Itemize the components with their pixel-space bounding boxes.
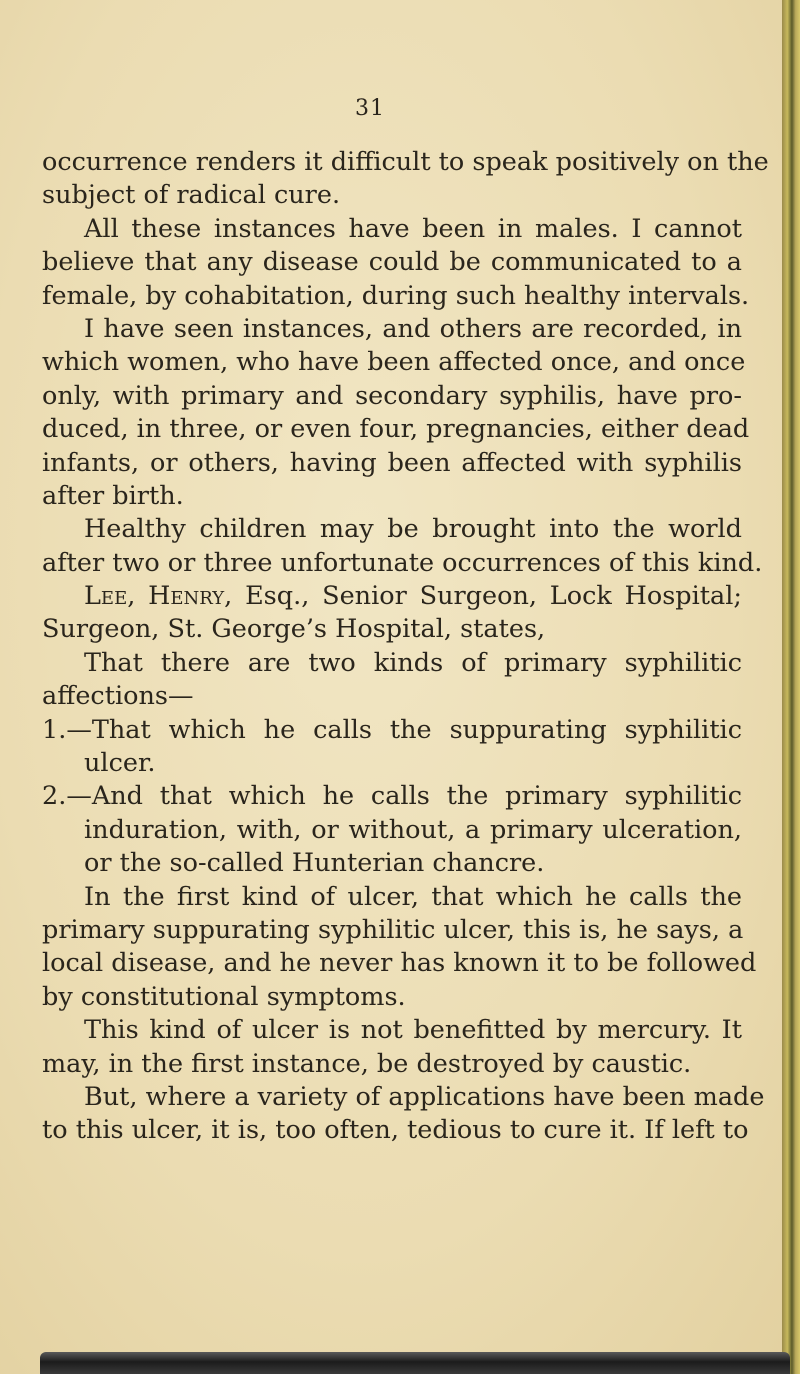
- text-line: [42, 313, 742, 346]
- text-line-content: That there are two kinds of primary syphilitic: [84, 647, 742, 678]
- text-line: [42, 947, 757, 980]
- text-line-content: duced, in three, or even four, pregnancies, either dead: [42, 414, 750, 445]
- text-line-content: to this ulcer, it is, too often, tedious to cure it. If left to: [42, 1115, 749, 1146]
- text-line: [42, 714, 742, 747]
- text-line-content: female, by cohabitation, during such healthy intervals.: [42, 280, 750, 311]
- text-line-content: But, where a variety of applications have been made: [84, 1081, 765, 1112]
- text-line-content: induration, with, or without, a primary ulceration,: [84, 814, 742, 845]
- text-line-content: occurrence renders it difficult to speak positively on the: [42, 147, 769, 177]
- text-line: [42, 480, 742, 513]
- text-line-content: subject of radical cure.: [42, 180, 341, 211]
- text-line: [42, 580, 742, 613]
- text-line-content: local disease, and he never has known it to be followed: [42, 948, 757, 979]
- text-line: [42, 647, 742, 680]
- text-line-content: or the so-called Hunterian chancre.: [84, 848, 545, 879]
- text-line: [42, 847, 742, 880]
- page-bottom-shadow: [40, 1352, 790, 1374]
- text-line-content: affections—: [42, 681, 194, 712]
- text-line-content: Healthy children may be brought into the world: [84, 514, 742, 545]
- text-line: [42, 413, 750, 446]
- text-line: [42, 613, 742, 646]
- text-line: [42, 1081, 765, 1114]
- text-line-content: only, with primary and secondary syphilis, have pro-: [42, 380, 742, 411]
- author-name: Lee, Henry,: [84, 581, 233, 612]
- text-line: [42, 1114, 749, 1147]
- text-line-content: ulcer.: [84, 748, 156, 779]
- text-line-content: This kind of ulcer is not benefitted by mercury. It: [84, 1015, 742, 1046]
- text-line-content: after two or three unfortunate occurrences of this kind.: [42, 547, 763, 578]
- text-line: [42, 747, 742, 780]
- text-line-content: by constitutional symptoms.: [42, 981, 406, 1012]
- text-line: [42, 780, 742, 813]
- text-line: [42, 179, 742, 212]
- page-number: 31: [355, 96, 385, 121]
- text-line: [42, 146, 769, 179]
- book-spine-edge: [782, 0, 800, 1374]
- text-line: [42, 881, 742, 914]
- text-line-content: after birth.: [42, 480, 184, 511]
- text-line-content: 1.—That which he calls the suppurating syphilitic: [42, 714, 742, 745]
- text-line: [42, 680, 742, 713]
- text-line: [42, 246, 742, 279]
- text-line: [42, 814, 742, 847]
- text-line-content: 2.—And that which he calls the primary syphilitic: [42, 781, 742, 812]
- text-line: [42, 547, 763, 580]
- text-line: [42, 981, 742, 1014]
- text-line-content: I have seen instances, and others are recorded, in: [84, 313, 742, 344]
- text-line: [42, 346, 746, 379]
- text-line-content: Esq., Senior Surgeon, Lock Hospital;: [232, 581, 742, 612]
- text-line-content: which women, who have been affected once, and once: [42, 347, 746, 378]
- text-line-content: All these instances have been in males. I cannot: [84, 213, 742, 244]
- text-line-content: may, in the first instance, be destroyed by caustic.: [42, 1048, 692, 1079]
- text-line: [42, 513, 742, 546]
- text-line-content: Surgeon, St. George’s Hospital, states,: [42, 614, 546, 645]
- text-line: [42, 280, 750, 313]
- text-line: [42, 914, 742, 947]
- text-line: [42, 447, 742, 480]
- body-text: [42, 146, 769, 1148]
- text-line-content: In the first kind of ulcer, that which he calls the: [84, 881, 742, 912]
- text-line: [42, 380, 742, 413]
- text-line-content: believe that any disease could be communicated to a: [42, 247, 742, 278]
- text-line: [42, 213, 742, 246]
- text-line-content: infants, or others, having been affected with syphilis: [42, 447, 742, 478]
- text-line-content: primary suppurating syphilitic ulcer, this is, he says, a: [42, 914, 744, 945]
- text-line: [42, 1048, 742, 1081]
- text-line: [42, 1014, 742, 1047]
